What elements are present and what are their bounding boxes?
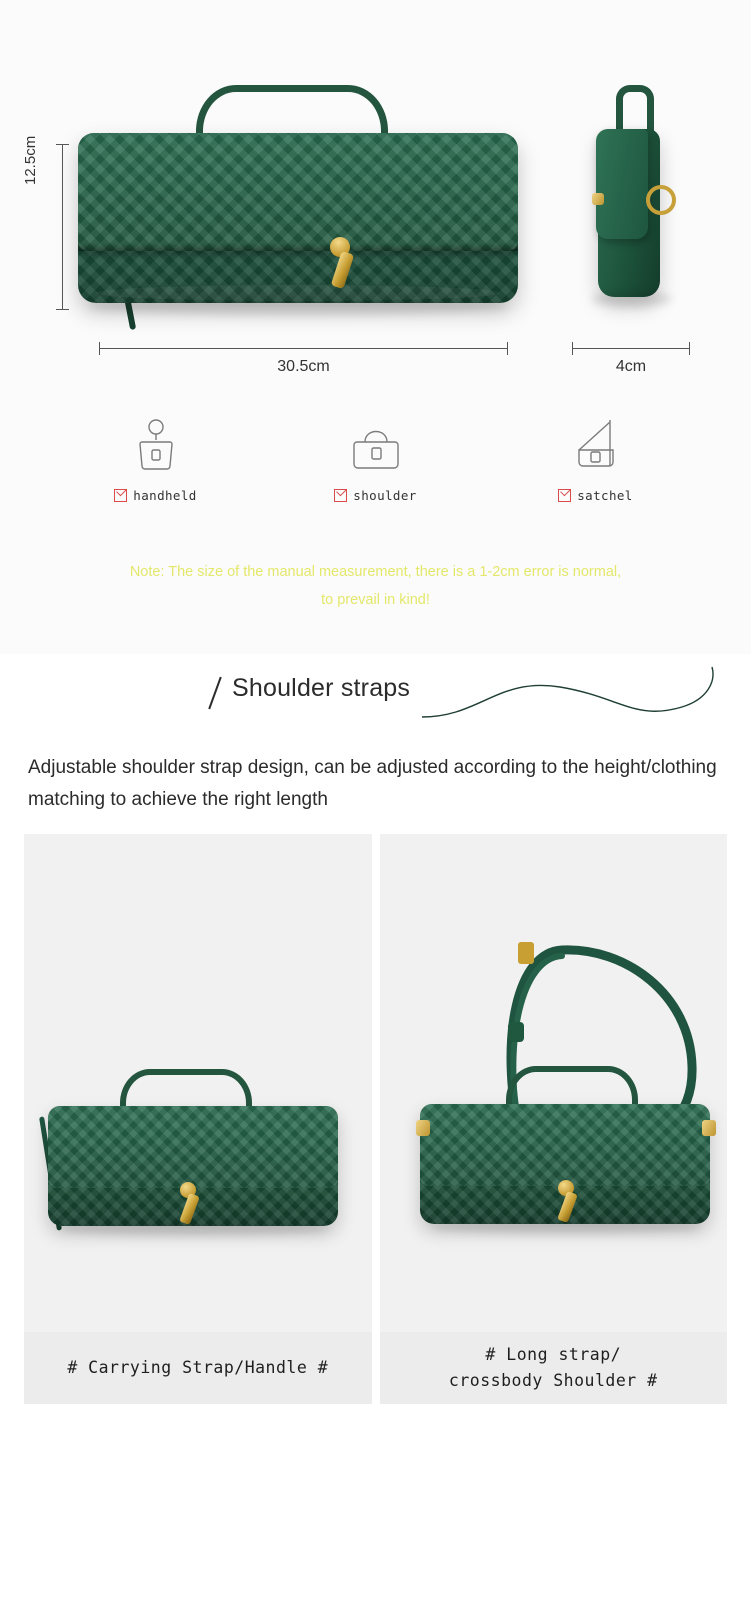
carry-mode-handheld-label-row bbox=[114, 488, 196, 503]
carry-mode-satchel-label-row bbox=[558, 488, 632, 503]
handheld-bag-icon bbox=[129, 416, 183, 474]
mini-bag-shadow bbox=[432, 1220, 700, 1234]
gold-tassel-icon bbox=[330, 237, 352, 289]
swoosh-decoration-icon bbox=[420, 659, 730, 734]
gold-clasp-icon bbox=[592, 193, 604, 205]
gold-strap-clip-left-icon bbox=[416, 1120, 430, 1136]
photo-caption-right bbox=[380, 1332, 728, 1404]
mini-bag-flap bbox=[420, 1104, 710, 1186]
measurement-note-line2: to prevail in kind! bbox=[321, 592, 430, 608]
strap-photos-section bbox=[0, 834, 751, 1404]
shoulder-straps-section bbox=[0, 654, 751, 834]
dimensions-section bbox=[0, 0, 751, 400]
shoulder-straps-heading: Shoulder straps bbox=[232, 674, 411, 702]
gold-ring-icon bbox=[646, 185, 676, 215]
width-measure-label: 30.5cm bbox=[277, 358, 330, 375]
satchel-bag-icon bbox=[565, 416, 627, 474]
depth-measure-rule bbox=[572, 348, 690, 349]
photo-stage-left bbox=[24, 834, 372, 1329]
carry-mode-label: shoulder bbox=[353, 488, 417, 503]
mini-bag-flap bbox=[48, 1106, 338, 1188]
slash-decoration-icon bbox=[208, 677, 222, 710]
measurement-note-line1: Note: The size of the manual measurement, there is a 1-2cm error is normal, bbox=[129, 564, 622, 580]
gold-strap-clip-right-icon bbox=[702, 1120, 716, 1136]
depth-measure-label: 4cm bbox=[615, 358, 647, 375]
photo-caption-right-line1: # Long strap/ bbox=[485, 1345, 622, 1364]
shoulder-straps-description: Adjustable shoulder strap design, can be adjusted according to the height/clothing matching to achieve the right length bbox=[28, 757, 717, 810]
carry-modes-section bbox=[0, 400, 751, 540]
carry-mode-label: satchel bbox=[577, 488, 633, 503]
carry-mode-handheld bbox=[96, 416, 216, 540]
bag-flap bbox=[78, 133, 518, 251]
checkmark-icon bbox=[334, 489, 347, 502]
bag-front-view bbox=[78, 85, 518, 320]
photo-caption-left: # Carrying Strap/Handle # bbox=[24, 1332, 372, 1404]
mini-bag-shadow bbox=[60, 1222, 328, 1236]
measurement-note bbox=[0, 540, 751, 654]
carry-mode-shoulder-label-row bbox=[334, 488, 416, 503]
checkmark-icon bbox=[558, 489, 571, 502]
photo-caption-right-line2: crossbody Shoulder # bbox=[448, 1371, 658, 1390]
height-measure-label: 12.5cm bbox=[22, 135, 39, 185]
bag-side-flap bbox=[596, 129, 648, 239]
photo-long-strap-crossbody bbox=[380, 834, 728, 1404]
carry-mode-shoulder bbox=[316, 416, 436, 540]
shoulder-bag-icon bbox=[345, 416, 407, 474]
photo-stage-right bbox=[380, 834, 728, 1329]
height-measure-rule bbox=[62, 144, 63, 310]
carry-mode-satchel bbox=[536, 416, 656, 540]
photo-carrying-strap-handle bbox=[24, 834, 372, 1404]
carry-mode-label: handheld bbox=[133, 488, 197, 503]
checkmark-icon bbox=[114, 489, 127, 502]
tassel-rod bbox=[331, 251, 354, 289]
width-measure-rule bbox=[99, 348, 508, 349]
bag-side-drop-shadow bbox=[592, 291, 672, 307]
bag-drop-shadow bbox=[88, 297, 508, 315]
bag-body bbox=[78, 133, 518, 303]
bag-side-view bbox=[584, 85, 704, 320]
